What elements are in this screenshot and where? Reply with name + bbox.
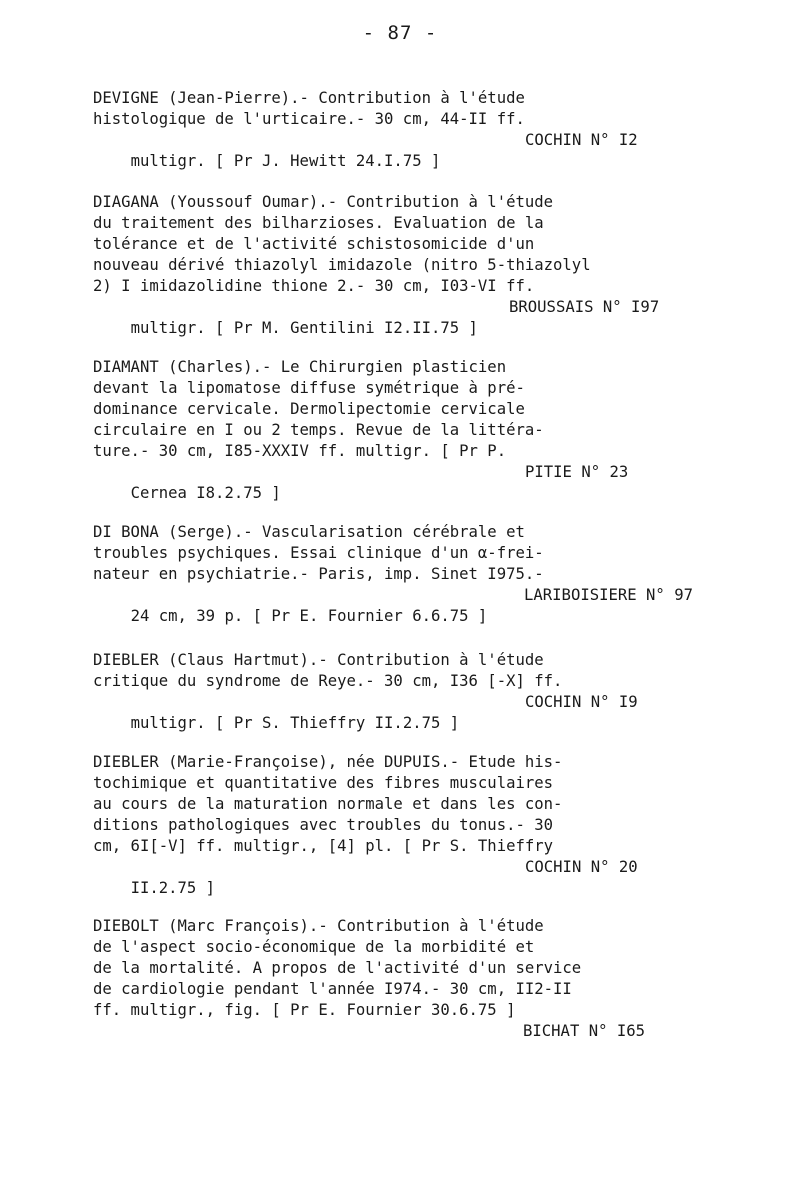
entry-location: PITIE N° 23: [525, 463, 629, 481]
entry-line: DIAMANT (Charles).- Le Chirurgien plasticien: [93, 358, 507, 376]
entry-line: ff. multigr., fig. [ Pr E. Fournier 30.6.75 ]: [93, 1001, 516, 1019]
entry-line: [93, 585, 713, 625]
bibliography-entry: [93, 752, 713, 897]
entry-line: tochimique et quantitative des fibres musculaires: [93, 774, 554, 792]
entry-location: BROUSSAIS N° I97: [509, 298, 660, 316]
entry-line: [93, 130, 713, 170]
page-number: - 87 -: [362, 22, 438, 44]
entry-line: devant la lipomatose diffuse symétrique à pré-: [93, 379, 525, 397]
bibliography-entry: [93, 88, 713, 170]
entry-location: LARIBOISIERE N° 97: [524, 586, 693, 604]
entry-line: [93, 297, 713, 337]
entry-line: [93, 1021, 713, 1042]
entry-location: COCHIN N° I2: [525, 131, 638, 149]
entry-location: BICHAT N° I65: [523, 1022, 646, 1040]
entry-line-text: 24 cm, 39 p. [ Pr E. Fournier 6.6.75 ]: [130, 607, 488, 625]
entry-line-text: multigr. [ Pr M. Gentilini I2.II.75 ]: [130, 319, 478, 337]
entry-line: [93, 857, 713, 897]
entry-location: COCHIN N° 20: [525, 858, 638, 876]
entry-line: de l'aspect socio-économique de la morbidité et: [93, 938, 535, 956]
entry-line: histologique de l'urticaire.- 30 cm, 44-II ff.: [93, 110, 525, 128]
entry-line: DIAGANA (Youssouf Oumar).- Contribution à l'étude: [93, 193, 554, 211]
entry-line: 2) I imidazolidine thione 2.- 30 cm, I03-VI ff.: [93, 277, 535, 295]
entry-line: [93, 692, 713, 732]
entry-line: ditions pathologiques avec troubles du tonus.- 30: [93, 816, 554, 834]
entry-line: de cardiologie pendant l'année I974.- 30 cm, II2-II: [93, 980, 572, 998]
entry-line-text: multigr. [ Pr S. Thieffry II.2.75 ]: [130, 714, 460, 732]
entry-line: DEVIGNE (Jean-Pierre).- Contribution à l'étude: [93, 89, 525, 107]
entry-line: critique du syndrome de Reye.- 30 cm, I36 [-X] ff.: [93, 672, 563, 690]
entry-line-text: multigr. [ Pr J. Hewitt 24.I.75 ]: [130, 152, 441, 170]
entry-line: troubles psychiques. Essai clinique d'un α-frei-: [93, 544, 544, 562]
entry-line-text: II.2.75 ]: [130, 879, 216, 897]
bibliography-entry: [93, 650, 713, 732]
bibliography-entry: [93, 192, 713, 337]
entry-line: tolérance et de l'activité schistosomicide d'un: [93, 235, 535, 253]
entry-line: DIEBLER (Marie-Françoise), née DUPUIS.- Etude his-: [93, 753, 563, 771]
entry-line: circulaire en I ou 2 temps. Revue de la littéra-: [93, 421, 544, 439]
bibliography-entry: [93, 916, 713, 1042]
entry-line: de la mortalité. A propos de l'activité d'un service: [93, 959, 582, 977]
entry-line: DIEBOLT (Marc François).- Contribution à l'étude: [93, 917, 544, 935]
entry-line: DIEBLER (Claus Hartmut).- Contribution à l'étude: [93, 651, 544, 669]
entry-line: nouveau dérivé thiazolyl imidazole (nitro 5-thiazolyl: [93, 256, 591, 274]
entry-location: COCHIN N° I9: [525, 693, 638, 711]
bibliography-entry: [93, 357, 713, 502]
bibliography-entry: [93, 522, 713, 625]
entry-line: [93, 462, 713, 502]
entry-line: nateur en psychiatrie.- Paris, imp. Sinet I975.-: [93, 565, 544, 583]
entry-line: dominance cervicale. Dermolipectomie cervicale: [93, 400, 525, 418]
entry-line: ture.- 30 cm, I85-XXXIV ff. multigr. [ Pr P.: [93, 442, 507, 460]
entry-line: du traitement des bilharzioses. Evaluation de la: [93, 214, 544, 232]
entry-line: au cours de la maturation normale et dans les con-: [93, 795, 563, 813]
entry-line-text: Cernea I8.2.75 ]: [130, 484, 281, 502]
entry-line: cm, 6I[-V] ff. multigr., [4] pl. [ Pr S. Thieffry: [93, 837, 554, 855]
entry-line: DI BONA (Serge).- Vascularisation cérébrale et: [93, 523, 525, 541]
